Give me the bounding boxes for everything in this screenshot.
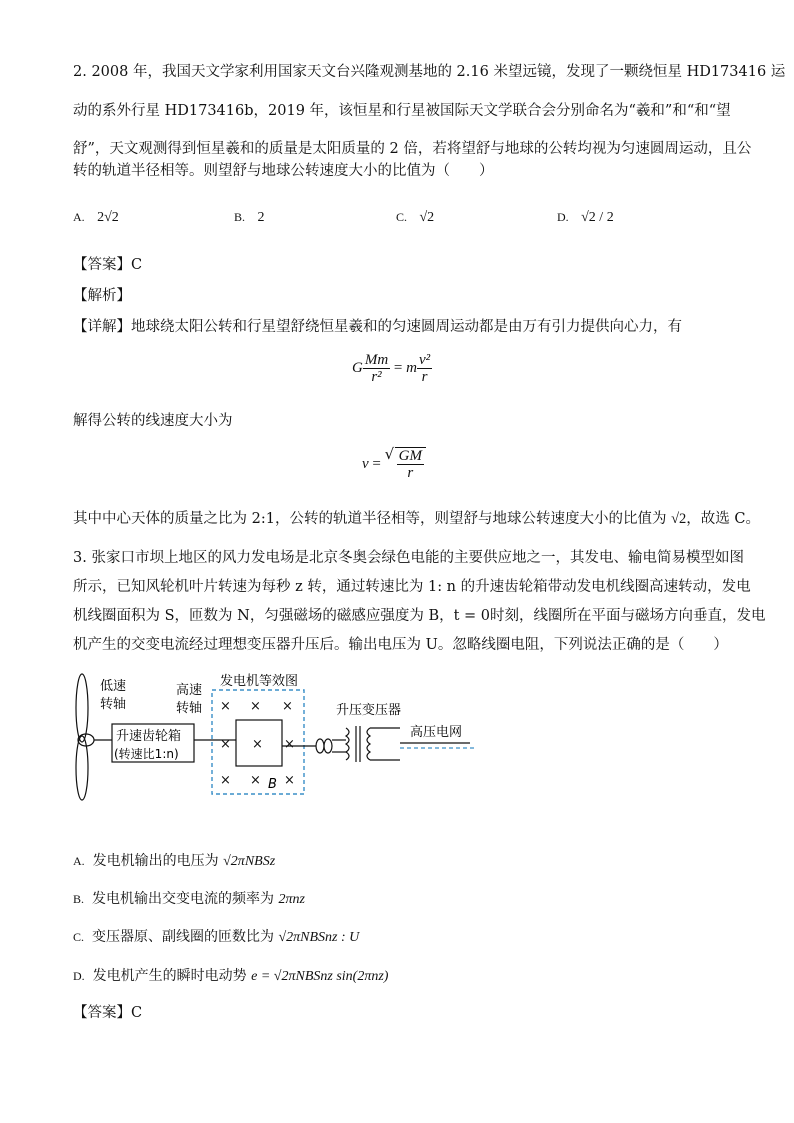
eq-frac-mm-r2 <box>363 352 390 385</box>
conclusion-ratio: √2 <box>671 511 687 527</box>
transformer-icon <box>346 726 400 762</box>
wind-power-diagram <box>70 668 490 808</box>
answer-value: C <box>131 1005 143 1021</box>
eq-num: GM <box>398 448 422 464</box>
q3-answer <box>73 1003 142 1023</box>
field-cross-icon: × <box>282 699 293 714</box>
option-label: D. <box>557 210 569 224</box>
q2-conclusion <box>73 509 760 529</box>
q3-stem-line-2: 所示，已知风轮机叶片转速为每秒 z 转，通过转速比为 1: n 的升速齿轮箱带动发电机线圈高速转动，发电 <box>73 579 751 595</box>
low-speed-label-2: 转轴 <box>100 697 127 712</box>
eq-den: r <box>421 369 428 385</box>
option-formula: √2πNBSz <box>223 854 276 869</box>
eq-den: r² <box>371 369 382 385</box>
option-text: 发电机输出交变电流的频率为 <box>92 891 275 907</box>
field-cross-icon: × <box>252 737 263 752</box>
eq-den: r <box>407 465 414 481</box>
high-speed-label-2: 转轴 <box>176 701 203 716</box>
gearbox-label-2: (转速比1:n) <box>114 747 179 761</box>
q2-analysis-tag: 【解析】 <box>73 288 131 304</box>
option-text: 发电机输出的电压为 <box>92 853 219 869</box>
q3-option-a <box>73 851 275 872</box>
q2-solve-text: 解得公转的线速度大小为 <box>73 413 233 429</box>
option-label: B. <box>234 210 246 224</box>
q2-detail <box>73 317 682 337</box>
q2-answer <box>73 255 142 275</box>
eq-sign: = <box>393 359 403 376</box>
magnetic-field-crosses <box>220 699 295 788</box>
q3-option-b <box>73 889 305 910</box>
q3-option-d <box>73 966 388 987</box>
eq-v: v <box>362 455 369 472</box>
answer-tag: 【答案】 <box>73 1005 131 1021</box>
q3-stem-line-1: 3. 张家口市坝上地区的风力发电场是北京冬奥会绿色电能的主要供应地之一，其发电、输电简易模型如图 <box>73 550 744 566</box>
gearbox-label-1: 升速齿轮箱 <box>116 729 182 744</box>
option-formula: √2πNBSnz : U <box>278 930 360 945</box>
option-formula: 2πnz <box>278 892 305 907</box>
option-label: A. <box>73 854 85 868</box>
q2-stem-line-2: 动的系外行星 HD173416b，2019 年，该恒星和行星被国际天文学联合会分别命名为“羲和”和“和“望 <box>73 103 731 119</box>
option-value: 2√2 <box>97 210 119 225</box>
q2-option-c <box>396 207 434 228</box>
option-formula: e = √2πNBSnz sin(2πnz) <box>251 969 389 984</box>
generator-title: 发电机等效图 <box>220 674 299 689</box>
option-value: 2 <box>257 210 265 225</box>
eq-num: Mm <box>364 352 389 368</box>
eq-frac-v2-r <box>417 352 432 385</box>
eq-sign: = <box>372 455 381 472</box>
q2-stem-line-4: 转的轨道半径相等。则望舒与地球公转速度大小的比值为（ ） <box>73 163 494 179</box>
option-label: C. <box>396 210 408 224</box>
field-cross-icon: × <box>284 773 295 788</box>
low-speed-label-1: 低速 <box>100 679 127 694</box>
transformer-label: 升压变压器 <box>336 703 402 718</box>
q2-option-d <box>557 207 614 228</box>
field-label-b: B <box>268 777 277 792</box>
option-value: √2 / 2 <box>581 210 614 225</box>
option-text: 变压器原、副线圈的匝数比为 <box>92 929 275 945</box>
field-cross-icon: × <box>250 699 261 714</box>
q2-option-a <box>73 207 119 228</box>
eq-frac-gm-r <box>397 448 424 481</box>
grid-label: 高压电网 <box>410 725 463 740</box>
conclusion-text-a: 其中中心天体的质量之比为 2:1，公转的轨道半径相等，则望舒与地球公转速度大小的比值为 <box>73 511 667 527</box>
slip-rings-icon <box>316 739 346 753</box>
answer-tag: 【答案】 <box>73 257 131 273</box>
answer-value: C <box>131 257 143 273</box>
field-cross-icon: × <box>250 773 261 788</box>
equation-gravity <box>352 352 432 385</box>
eq-g: G <box>352 359 363 376</box>
field-cross-icon: × <box>284 737 295 752</box>
option-label: C. <box>73 930 85 944</box>
q3-stem-line-3: 机线圈面积为 S，匝数为 N，匀强磁场的磁感应强度为 B，t = 0时刻，线圈所在平面与磁场方向垂直，发电 <box>73 608 766 624</box>
detail-text: 地球绕太阳公转和行星望舒绕恒星羲和的匀速圆周运动都是由万有引力提供向心力，有 <box>131 319 682 335</box>
conclusion-text-b: ，故选 C。 <box>686 511 760 527</box>
option-value: √2 <box>419 210 435 225</box>
option-label: A. <box>73 210 85 224</box>
q3-option-c <box>73 927 359 948</box>
q2-stem-line-1: 2. 2008 年，我国天文学家利用国家天文台兴隆观测基地的 2.16 米望远镜，发现了一颗绕恒星 HD173416 运 <box>73 64 786 80</box>
option-label: D. <box>73 969 85 983</box>
q2-option-b <box>234 207 264 228</box>
field-cross-icon: × <box>220 699 231 714</box>
eq-m: m <box>406 359 417 376</box>
eq-num: v² <box>418 352 431 368</box>
field-cross-icon: × <box>220 773 231 788</box>
high-speed-label-1: 高速 <box>176 683 203 698</box>
equation-velocity <box>362 447 426 481</box>
field-cross-icon: × <box>220 737 231 752</box>
sqrt-icon: √ <box>384 445 395 463</box>
detail-tag: 【详解】 <box>73 319 131 335</box>
option-label: B. <box>73 892 85 906</box>
q3-stem-line-4: 机产生的交变电流经过理想变压器升压后。输出电压为 U。忽略线圈电阻，下列说法正确的是（ ） <box>73 637 728 653</box>
wind-turbine-icon <box>76 674 94 800</box>
q2-stem-line-3: 舒”，天文观测得到恒星羲和的质量是太阳质量的 2 倍，若将望舒与地球的公转均视为匀速圆周运动，且公 <box>73 141 752 157</box>
eq-sqrt <box>385 447 426 481</box>
option-text: 发电机产生的瞬时电动势 <box>92 968 247 984</box>
